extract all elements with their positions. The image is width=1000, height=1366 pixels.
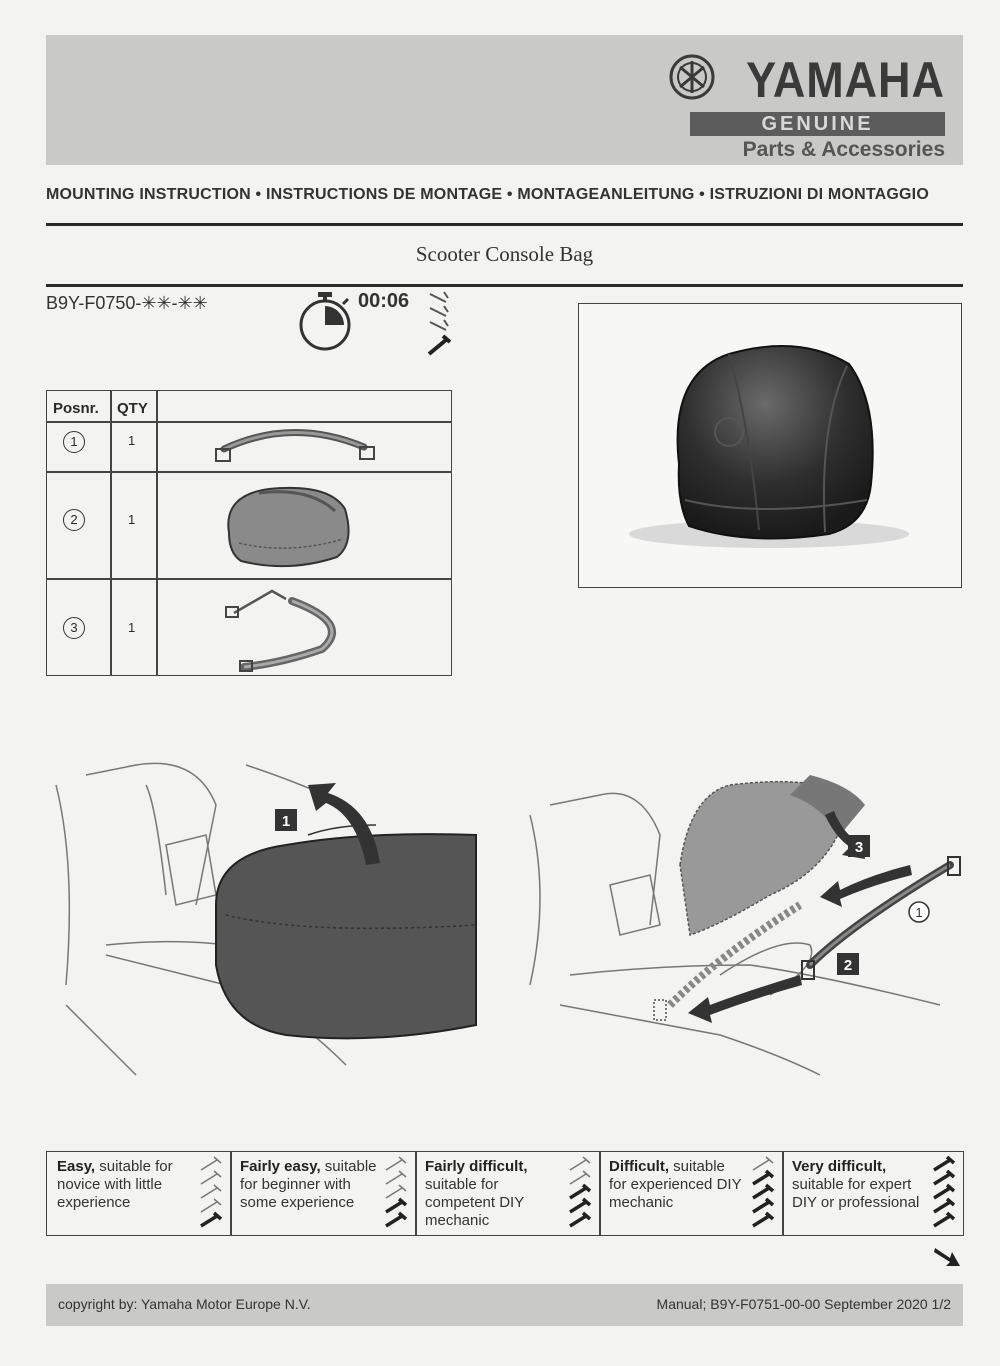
part-number: B9Y-F0750-✳✳-✳✳ <box>46 293 208 313</box>
header-band <box>46 35 963 165</box>
difficulty-level <box>425 1158 561 1230</box>
difficulty-description: suitable for novice with little experience <box>57 1158 173 1211</box>
quantity: 1 <box>128 620 136 635</box>
legend-divider <box>782 1152 784 1235</box>
step-label: 1 <box>281 813 291 830</box>
legend-divider <box>230 1152 232 1235</box>
difficulty-level <box>792 1158 925 1212</box>
yamaha-tuning-fork-logo-icon <box>668 53 716 106</box>
wrench-rating-icon <box>426 288 452 365</box>
difficulty-title: Very difficult, <box>792 1158 887 1175</box>
legend-divider <box>599 1152 601 1235</box>
divider <box>46 223 963 226</box>
difficulty-description: suitable for competent DIY mechanic <box>425 1176 524 1229</box>
difficulty-title: Fairly easy, <box>240 1158 321 1175</box>
brand-block <box>668 53 945 162</box>
table-divider <box>156 391 158 675</box>
difficulty-description: suitable for beginner with some experience <box>240 1158 377 1211</box>
strap-part-icon <box>212 419 382 469</box>
table-divider <box>47 578 451 580</box>
position-number: 1 <box>63 431 85 453</box>
step1-seat-open-diagram <box>46 745 486 1085</box>
difficulty-title: Fairly difficult, <box>425 1158 528 1175</box>
manual-reference: Manual; B9Y-F0751-00-00 September 2020 1/2 <box>656 1296 951 1312</box>
difficulty-description: suitable for experienced DIY mechanic <box>609 1158 742 1211</box>
callout-label: 1 <box>915 905 923 920</box>
wrench-rating-icon <box>383 1156 409 1228</box>
position-number: 3 <box>63 617 85 639</box>
next-page-arrow-icon <box>932 1244 962 1273</box>
wrench-rating-icon <box>567 1156 593 1228</box>
table-divider <box>110 391 112 675</box>
wrench-rating-icon <box>198 1156 224 1228</box>
legend-divider <box>415 1152 417 1235</box>
copyright-text: copyright by: Yamaha Motor Europe N.V. <box>58 1296 311 1312</box>
shoulder-strap-part-icon <box>222 583 362 673</box>
stopwatch-icon <box>296 290 358 357</box>
wrench-rating-icon <box>931 1156 957 1228</box>
difficulty-level <box>240 1158 377 1212</box>
wrench-rating-icon <box>750 1156 776 1228</box>
table-divider <box>47 471 451 473</box>
difficulty-title: Easy, <box>57 1158 96 1175</box>
position-number: 2 <box>63 509 85 531</box>
difficulty-title: Difficult, <box>609 1158 669 1175</box>
quantity: 1 <box>128 512 136 527</box>
mounting-time: 00:06 <box>358 290 410 312</box>
difficulty-level <box>57 1158 192 1212</box>
divider <box>46 284 963 287</box>
column-header-posnr: Posnr. <box>53 400 99 417</box>
quantity: 1 <box>128 433 136 448</box>
product-title: Scooter Console Bag <box>415 242 594 266</box>
step-label: 2 <box>843 957 853 974</box>
step2-3-strap-mount-diagram <box>520 775 970 1095</box>
brand-name: YAMAHA <box>746 51 945 108</box>
column-header-qty: QTY <box>117 400 148 417</box>
product-photo <box>578 303 962 588</box>
parts-table <box>46 390 452 676</box>
console-bag-part-icon <box>219 483 359 571</box>
difficulty-level <box>609 1158 744 1212</box>
step-label: 3 <box>854 839 864 856</box>
footer-band <box>46 1284 963 1326</box>
genuine-badge: GENUINE <box>690 112 945 136</box>
difficulty-legend <box>46 1151 964 1236</box>
mounting-instruction-line: MOUNTING INSTRUCTION • INSTRUCTIONS DE MONTAGE • MONTAGEANLEITUNG • ISTRUZIONI DI MONTAGGIO <box>46 186 929 203</box>
difficulty-description: suitable for expert DIY or professional <box>792 1176 920 1211</box>
parts-accessories-label: Parts & Accessories <box>742 138 945 161</box>
